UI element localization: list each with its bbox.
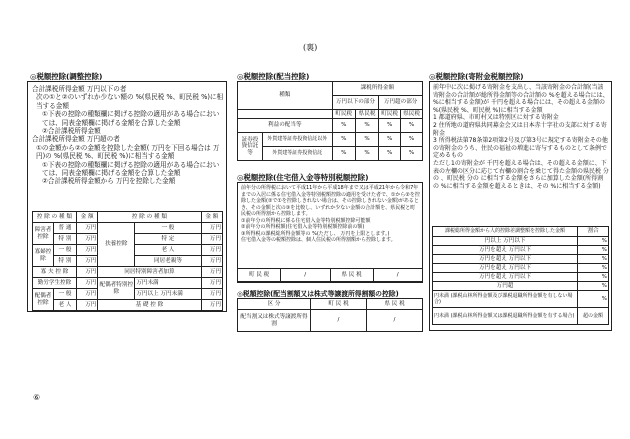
th: 万円以下の部分 — [332, 96, 379, 110]
td: 万円 — [76, 267, 97, 278]
td: 超の金額 — [578, 308, 609, 325]
td: 特 定 — [135, 234, 201, 245]
td: 万円以上 万円未満 — [135, 289, 201, 300]
td: 勤労学生控除 — [33, 278, 77, 289]
td: 万円 — [201, 234, 222, 245]
td: 万円 — [76, 223, 97, 234]
s1-heading: ◎税額控除(調整控除) — [30, 72, 103, 81]
td: 万円 — [76, 289, 97, 300]
td: 万円 — [201, 223, 222, 234]
page-title: (裏) — [303, 43, 318, 52]
td: % — [578, 237, 609, 246]
s5-line: ただし1の寄附金が 千円を超える場合は、その超える金額に、下表の左欄の区分に応じて右欄の割合を乗じて得た金額の県民税 分の 、町民税 分の に相当する金額をさらに加算した金額(所得割の %に相当する金額を超えるときは、その %に相当する金額) — [433, 159, 609, 190]
td: 同居特別障害者加算 — [98, 267, 201, 278]
s3-heading: ◎税額控除(住宅借入金等特別税額控除) — [237, 173, 369, 182]
s5-body — [433, 84, 609, 190]
td: 特 別 — [54, 234, 77, 245]
s4-heading: ◎税額控除(配当割額又は株式等譲渡所得割額の控除) — [237, 290, 399, 298]
td: 町 民 税 — [238, 269, 281, 283]
s1-deduction-table — [32, 211, 223, 311]
td: % — [332, 133, 355, 147]
td: % — [578, 246, 609, 255]
td: / — [367, 310, 423, 332]
s1-line: 次の①と②のいずれか少ない額の %(県民税 %、町民税 %)に相当する金額 — [36, 93, 224, 110]
page-number: ⑥ — [33, 393, 41, 402]
td: % — [332, 147, 355, 161]
td: 万円を超え 万円以下 — [433, 264, 578, 273]
th: 課税総所得金額から人的控除差調整額を控除した金額 — [433, 227, 578, 237]
td: 県民税 — [355, 110, 378, 119]
s5-heading: ◎税額控除(寄附金税額控除) — [429, 72, 524, 81]
s2-heading: ◎税額控除(配当控除) — [237, 72, 310, 81]
s3-line: 住宅借入金等の税額控除は、個人住民税の所得割額から控除します。 — [241, 237, 396, 243]
s1-line: ②合計課税所得金額 — [42, 127, 101, 136]
th: 種類 — [238, 82, 333, 110]
td: 老 人 — [54, 300, 77, 311]
td: % — [332, 119, 355, 133]
td: % — [578, 291, 609, 308]
td: % — [355, 133, 378, 147]
th: 割合 — [578, 227, 609, 237]
td: 外貨建等証券投資信託 — [263, 147, 333, 161]
td: 万円 — [201, 289, 222, 300]
th: 控 除 の 種 類 — [98, 212, 201, 223]
td: % — [379, 147, 401, 161]
s1-line: ②合計課税所得金額から 万円を控除した金額 — [42, 177, 176, 186]
s3-body — [241, 185, 420, 244]
td: 利益の配当等 — [238, 119, 333, 133]
td: 寡婦控除 — [33, 245, 54, 267]
td: % — [578, 264, 609, 273]
td: 寡 夫 控 除 — [33, 267, 77, 278]
s2-dividend-table — [237, 81, 423, 161]
s5-line: 1 都道府県、市町村又は特別区に対する寄附金 — [433, 114, 559, 122]
s5-line: 3 所得税法第78条第2項第2号及び第3号に規定する寄附金その他の寄附金のうち、住民の福祉の増進に寄与するものとして条例で定めるもの — [433, 137, 608, 160]
td: 同居老親等 — [135, 256, 201, 267]
s3-line: ②前年分の所得税額(住宅借入金等特別税額控除前の額) — [241, 224, 365, 230]
td: 老 人 — [135, 245, 201, 256]
s3-line: ③所得税の課税総所得金額等の %(ただし、 万円を上限とします。) — [241, 230, 390, 237]
td: % — [379, 133, 401, 147]
td: 万円 — [76, 278, 97, 289]
td: / — [311, 310, 367, 332]
s1-line: ①下表の控除の種類欄に掲げる控除の適用がある場合においては、同表金額欄に掲げる金額を合算した金額 — [42, 160, 220, 178]
th: 区 分 — [238, 299, 311, 310]
td: 万円 — [201, 245, 222, 256]
td: 扶養控除 — [98, 223, 135, 267]
s4-table — [237, 298, 423, 332]
s5-line: 2 住所地の道府県共同募金会又は日本赤十字社の支部に対する寄附金 — [433, 121, 607, 137]
td: 万円 — [76, 256, 97, 267]
td: 万円 — [201, 267, 222, 278]
td: % — [379, 119, 401, 133]
td: 証券投資信託等 — [238, 133, 263, 161]
td: / — [373, 269, 423, 283]
th: 控 除 の 種 類 — [33, 212, 77, 223]
td: 県 民 税 — [330, 269, 373, 283]
s1-line: 合計課税所得金額 万円超の者 — [32, 135, 120, 144]
td: 配当割又は株式等譲渡所得割 — [238, 310, 311, 332]
td: 万円を超え 万円以下 — [433, 246, 578, 255]
td: 円未満 (課税山林所得金額又は課税退職所得金額を有する場合) — [433, 308, 578, 325]
s3-amount-row — [237, 268, 423, 283]
td: % — [578, 282, 609, 291]
th: 万円超の部分 — [379, 96, 423, 110]
th: 金 額 — [76, 212, 97, 223]
s5-line: 前年中に次に掲げる寄附金を支出し、当該寄附金の合計額(当該寄附金の合計額が総所得金額等の合計額の %を超える場合には、 %に相当する金額)が 千円を超える場合には、その超える金額の %(県民税 %、町民税 %)に相当する金額 — [433, 84, 609, 114]
td: 一 般 — [54, 289, 77, 300]
td: 万円 — [76, 234, 97, 245]
td: 外貨建等証券投資信託以外 — [263, 133, 333, 147]
td: % — [578, 255, 609, 264]
td: 一 般 — [54, 245, 77, 256]
td: 万円 — [76, 300, 97, 311]
s3-line: ①前年分の所得税に係る住宅借入金等特別税額控除可能額 — [241, 217, 371, 224]
th: 課税所得金額 — [332, 82, 422, 96]
td: % — [401, 119, 423, 133]
s1-line: ①下表の控除の種類欄に掲げる控除の適用がある場合においては、同表金額欄に掲げる金額を合算した金額 — [42, 110, 220, 127]
td: 町民税 — [379, 110, 401, 119]
s1-line: ①の金額から②の金額を控除した金額( 万円を下回る場合は 万円)の %(県民税 %、町民税 %)に相当する金額 — [36, 143, 220, 161]
td: 配偶者控除 — [33, 289, 54, 311]
td: 万円を超え 万円以下 — [433, 273, 578, 282]
td: 基 礎 控 除 — [98, 300, 201, 311]
td: % — [401, 147, 423, 161]
s1-line: 合計課税所得金額 万円以下の者 — [32, 85, 127, 93]
td: 万円未満 — [135, 278, 201, 289]
td: 円以上 万円以下 — [433, 237, 578, 246]
td: 町民税 — [332, 110, 355, 119]
s5-rate-table — [432, 226, 609, 325]
td: 障害者控除 — [33, 223, 54, 245]
td: 一 般 — [135, 223, 201, 234]
s1-intro — [32, 85, 224, 186]
td: 円未満 (課税山林所得金額及び課税退職所得金額を有しない場合) — [433, 291, 578, 308]
td: % — [355, 147, 378, 161]
td: 県民税 — [401, 110, 423, 119]
td — [238, 110, 333, 119]
td: / — [281, 269, 331, 283]
td: 普 通 — [54, 223, 77, 234]
td: % — [401, 133, 423, 147]
td: 万円 — [201, 256, 222, 267]
td: 万円 — [76, 245, 97, 256]
td: 万円を超え 万円以下 — [433, 255, 578, 264]
s3-line: 前年分の所得税において平成11年から平成18年まで又は平成21年から令和7年までの入居に係る住宅借入金等特別税額控除の適用を受けた者で、①から②を控除した金額(②で①を控除しきれない場合は、その控除しきれない金額)があるとき、その金額と次の③を比較し、いずれか少ない金額の合計額を、県民税と町民税の所得割から控除します。 — [241, 185, 420, 217]
th: 県 民 税 — [367, 299, 423, 310]
td: 万円超 — [433, 282, 578, 291]
th: 町 民 税 — [311, 299, 367, 310]
th: 金 額 — [201, 212, 222, 223]
td: % — [578, 273, 609, 282]
td: % — [355, 119, 378, 133]
td: 配偶者特別控除 — [98, 278, 135, 300]
td: 万円 — [201, 300, 222, 311]
td: 特 別 — [54, 256, 77, 267]
td: 万円 — [201, 278, 222, 289]
